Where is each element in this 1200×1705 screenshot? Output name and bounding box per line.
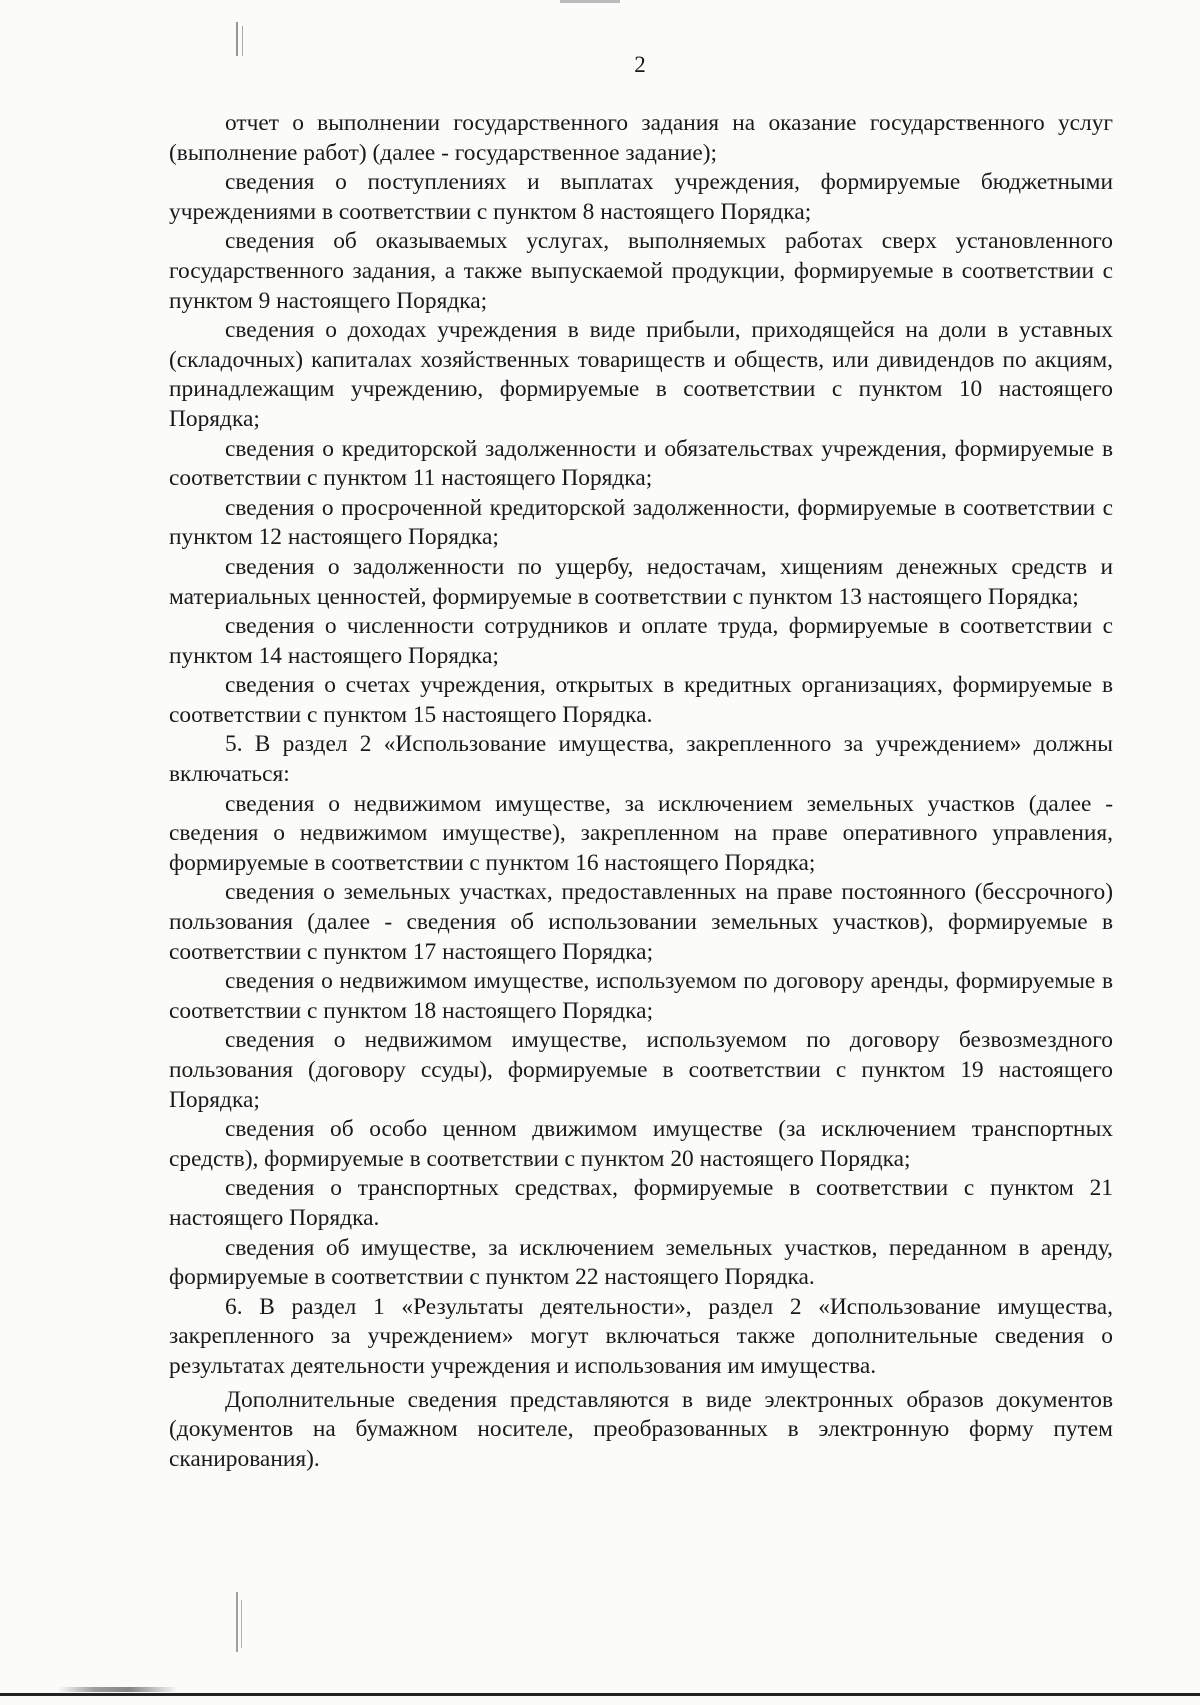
paragraph: сведения о численности сотрудников и оплате труда, формируемые в соответствии с пунктом 14 настоящего Порядка; [169,613,1113,669]
section-6-paragraph: 6. В раздел 1 «Результаты деятельности», раздел 2 «Использование имущества, закрепленного за учреждением» могут включаться также дополнительные сведения о результатах деятельности учреждения и использования им имущества. [169,1293,1113,1379]
paragraph: сведения о недвижимом имуществе, используемом по договору аренды, формируемые в соответствии с пунктом 18 настоящего Порядка; [169,968,1113,1024]
scan-artifact-top [560,0,620,3]
paragraph: сведения об оказываемых услугах, выполняемых работах сверх установленного государственного задания, а также выпускаемой продукции, формируемые в соответствии с пунктом 9 настоящего Порядка; [169,228,1113,314]
paragraph: сведения о недвижимом имуществе, за исключением земельных участков (далее - сведения о недвижимом имуществе), закрепленном на праве оперативного управления, формируемые в соответствии с пунктом 16 настоящего Порядка; [169,790,1113,876]
paragraph: сведения о кредиторской задолженности и обязательствах учреждения, формируемые в соответствии с пунктом 11 настоящего Порядка; [169,435,1113,492]
section-5-heading: 5. В раздел 2 «Использование имущества, закрепленного за учреждением» должны включаться: [169,731,1113,788]
scan-artifact-left-bottom [236,1592,238,1652]
scan-artifact-left-top [242,26,243,56]
paragraph: сведения о недвижимом имуществе, используемом по договору безвозмездного пользования (договору ссуды), формируемые в соответствии с пунктом 19 настоящего Порядка; [169,1027,1113,1113]
paragraph: сведения об особо ценном движимом имуществе (за исключением транспортных средств), формируемые в соответствии с пунктом 20 настоящего Порядка; [169,1116,1113,1172]
paragraph: сведения о транспортных средствах, формируемые в соответствии с пунктом 21 настоящего Порядка. [169,1175,1113,1231]
paragraph: сведения об имуществе, за исключением земельных участков, переданном в аренду, формируемые в соответствии с пунктом 22 настоящего Порядка. [169,1234,1113,1291]
paragraph: сведения о земельных участках, предоставленных на праве постоянного (бессрочного) пользования (далее - сведения об использовании земельных участков), формируемые в соответствии с пунктом 17 настоящего Порядка; [169,879,1113,965]
paragraph: Дополнительные сведения представляются в виде электронных образов документов (документов на бумажном носителе, преобразованных в электронную форму путем сканирования). [169,1386,1113,1472]
paragraph: сведения о доходах учреждения в виде прибыли, приходящейся на доли в уставных (складочных) капиталах хозяйственных товариществ и обществ, или дивидендов по акциям, принадлежащим учреждению, формируемые в соответствии с пунктом 10 настоящего Порядка; [169,317,1113,432]
paragraph: отчет о выполнении государственного задания на оказание государственного услуг (выполнение работ) (далее - государственное задание); [169,110,1113,166]
document-body [169,109,1113,1474]
scan-artifact-bottom-edge [0,1693,1200,1696]
page-number: 2 [634,52,646,77]
paragraph: сведения о задолженности по ущербу, недостачам, хищениям денежных средств и материальных ценностей, формируемые в соответствии с пунктом 13 настоящего Порядка; [169,553,1113,610]
scan-artifact-left-bottom [241,1600,242,1648]
scan-artifact-bottom-smudge [58,1687,178,1692]
scan-artifact-left-top [236,22,238,56]
paragraph: сведения о счетах учреждения, открытых в кредитных организациях, формируемые в соответствии с пунктом 15 настоящего Порядка. [169,672,1113,728]
paragraph: сведения о поступлениях и выплатах учреждения, формируемые бюджетными учреждениями в соответствии с пунктом 8 настоящего Порядка; [169,169,1113,225]
paragraph: сведения о просроченной кредиторской задолженности, формируемые в соответствии с пунктом 12 настоящего Порядка; [169,494,1113,551]
